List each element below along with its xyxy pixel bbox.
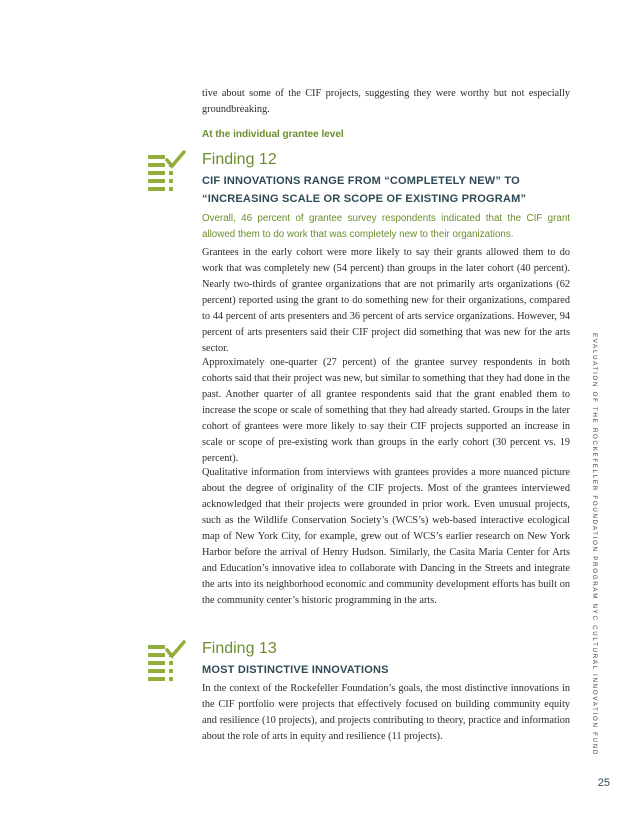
checklist-icon (146, 640, 190, 684)
section-label-block (202, 129, 570, 140)
finding-13-title: Finding 13 (202, 640, 277, 657)
finding-13-heading: MOST DISTINCTIVE INNOVATIONS (202, 664, 389, 676)
finding-12-heading-line1: CIF INNOVATIONS RANGE FROM “COMPLETELY NEW” TO (202, 175, 520, 187)
intro-block (202, 86, 570, 118)
finding-12-summary: Overall, 46 percent of grantee survey respondents indicated that the CIF grant allowed them to do work that was completely new to their organizations. (202, 213, 570, 240)
finding-12-paragraph-1: Grantees in the early cohort were more likely to say their grants allowed them to do work that was completely new (54 percent) than groups in the later cohort (40 percent). Nearly two-thirds of grantee organizations that are not primarily arts organizations (62 percent) reported using the grant to do something new for their organizations, compared to 44 percent of arts presenters and 36 percent of arts service organizations. However, 94 percent of arts presenters said their CIF project did something that was new for the arts sector. (202, 247, 570, 354)
finding-13-paragraph-1-block (202, 681, 570, 745)
running-title-text: EVALUATION OF THE ROCKEFELLER FOUNDATION PROGRAM NYC CULTURAL INNOVATION FUND (591, 332, 599, 756)
intro-paragraph: tive about some of the CIF projects, suggesting they were worthy but not especially groundbreaking. (202, 88, 570, 115)
running-title (588, 332, 602, 756)
finding-12-title: Finding 12 (202, 151, 277, 168)
finding-12-paragraph-2: Approximately one-quarter (27 percent) of the grantee survey respondents in both cohorts said that their project was new, but similar to something that they had done in the past. Another quarter of all grantee respondents said that the grant enabled them to increase the scope or scale of something that they had already started. Groups in the later cohort of grantees were more likely to say their CIF projects supported an increase in scale or scope of pre-existing work than groups in the early cohort (30 percent vs. 19 percent). (202, 357, 570, 464)
finding-12-paragraph-3-block (202, 465, 570, 609)
page-number: 25 (597, 777, 610, 789)
checklist-icon (146, 150, 190, 194)
section-label: At the individual grantee level (202, 129, 344, 140)
finding-12-paragraph-1-block (202, 245, 570, 357)
finding-13-paragraph-1: In the context of the Rockefeller Foundation’s goals, the most distinctive innovations in the CIF portfolio were projects that effectively focused on building community equity and resilience (10 projects), and projects contributing to theory, practice and information about the role of arts in equity and resilience (11 projects). (202, 683, 570, 742)
finding-13-header (202, 639, 570, 679)
finding-12-paragraph-2-block (202, 355, 570, 467)
finding-12-paragraph-3: Qualitative information from interviews with grantees provides a more nuanced picture about the degree of originality of the CIF projects. Most of the grantees interviewed acknowledged that their projects were grounded in prior work. Even unusual projects, such as the Wildlife Conservation Society’s (WCS’s) web-based interactive ecological map of New York City, for example, grew out of WCS’s earlier research on New York Harbor before the arrival of Henry Hudson. Similarly, the Casita Maria Center for Arts and Education’s innovative idea to collaborate with Dancing in the Streets and integrate the arts into its neighborhood economic and community development efforts has built on the community center’s historic programming in the arts. (202, 467, 570, 606)
finding-12-heading-line2: “INCREASING SCALE OR SCOPE OF EXISTING PROGRAM” (202, 193, 527, 205)
finding-12-header (202, 150, 570, 243)
